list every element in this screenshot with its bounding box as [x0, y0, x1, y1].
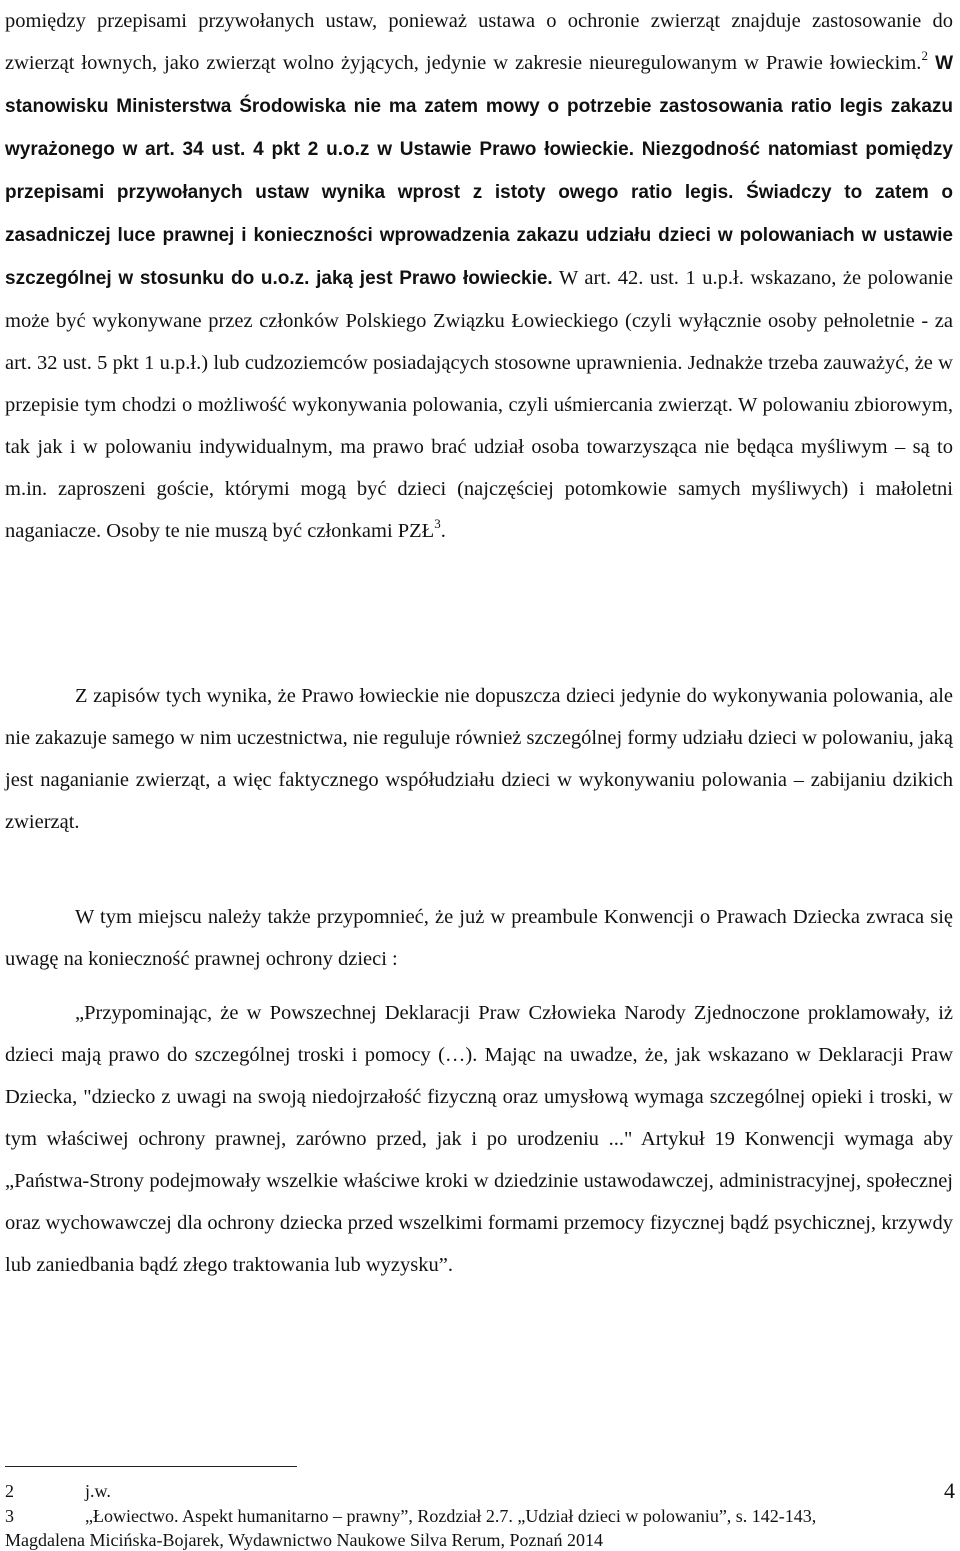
paragraph-1-text-start: pomiędzy przepisami przywołanych ustaw, ponieważ ustawa o ochronie zwierząt znajduje zastosowanie do zwierząt łownych, jako zwierząt wolno żyjących, jedynie w zakresie nieuregulowanym w Prawie łowieckim.: [5, 10, 953, 74]
footnote-reference-2: 2: [921, 48, 928, 63]
quoted-paragraph: „Przypominając, że w Powszechnej Deklaracji Praw Człowieka Narody Zjednoczone proklamowały, iż dzieci mają prawo do szczególnej troski i pomocy (…). Mając na uwadze, że, jak wskazano w Deklaracji Praw Dziecka, "dziecko z uwagi na swoją niedojrzałość fizyczną oraz umysłową wymaga szczególnej opieki i troski, w tym właściwej ochrony prawnej, zarówno przed, jak i po urodzeniu ..." Artykuł 19 Konwencji wymaga aby „Państwa-Strony podejmowały wszelkie właściwe kroki w dziedzinie ustawodawczej, administracyjnej, społecznej oraz wychowawczej dla ochrony dziecka przed wszelkimi formami przemocy fizycznej bądź psychicznej, krzywdy lub zaniedbania bądź złego traktowania lub wyzysku”.: [5, 1002, 953, 1276]
footnote-text: j.w.: [85, 1481, 111, 1501]
footnote-separator: [5, 1466, 297, 1467]
footnote-2: [5, 1480, 111, 1502]
footnote-3: [5, 1505, 816, 1527]
paragraph-1-text-end: W art. 42. ust. 1 u.p.ł. wskazano, że polowanie może być wykonywane przez członków Polskiego Związku Łowieckiego (czyli wyłącznie osoby pełnoletnie - za art. 32 ust. 5 pkt 1 u.p.ł.) lub cudzoziemców posiadających stosowne uprawnienia. Jednakże trzeba zauważyć, że w przepisie tym chodzi o możliwość wykonywania polowania, czyli uśmiercania zwierząt. W polowaniu zbiorowym, tak jak i w polowaniu indywidualnym, ma prawo brać udział osoba towarzysząca nie będąca myśliwym – są to m.in. zaproszeni goście, którymi mogą być dzieci (najczęściej potomkowie samych myśliwych) i małoletni naganiacze. Osoby te nie muszą być członkami PZŁ: [5, 267, 953, 542]
paragraph-1-final-period: .: [440, 520, 446, 542]
body-paragraph-2: Z zapisów tych wynika, że Prawo łowieckie nie dopuszcza dzieci jedynie do wykonywania polowania, ale nie zakazuje samego w nim uczestnictwa, nie reguluje również szczególnej formy udziału dzieci w polowaniu, jaką jest naganianie zwierząt, a więc faktycznego współudziału dzieci w wykonywaniu polowania – zabijaniu dzikich zwierząt.: [5, 685, 953, 833]
footnote-reference-3: 3: [434, 516, 441, 531]
paragraph-1-bold-text: W stanowisku Ministerstwa Środowiska nie ma zatem mowy o potrzebie zastosowania ratio legis zakazu wyrażonego w art. 34 ust. 4 pkt 2 u.o.z w Ustawie Prawo łowieckie. Niezgodność natomiast pomiędzy przepisami przywołanych ustaw wynika wprost z istoty owego ratio legis. Świadczy to zatem o zasadniczej luce prawnej i konieczności wprowadzenia zakazu udziału dzieci w polowaniach w ustawie szczególnej w stosunku do u.o.z. jaką jest Prawo łowieckie.: [5, 53, 953, 289]
footnote-text: „Łowiectwo. Aspekt humanitarno – prawny”, Rozdział 2.7. „Udział dzieci w polowaniu”, s. 142-143,: [85, 1506, 817, 1526]
page-number: 4: [944, 1478, 955, 1503]
footnote-3-continuation: Magdalena Micińska-Bojarek, Wydawnictwo Naukowe Silva Rerum, Poznań 2014: [5, 1530, 603, 1550]
body-paragraph-3: W tym miejscu należy także przypomnieć, że już w preambule Konwencji o Prawach Dziecka zwraca się uwagę na konieczność prawnej ochrony dzieci :: [5, 906, 953, 970]
footnote-number: 2: [5, 1481, 14, 1501]
footnote-number: 3: [5, 1506, 14, 1526]
body-paragraph-1: [5, 0, 953, 552]
